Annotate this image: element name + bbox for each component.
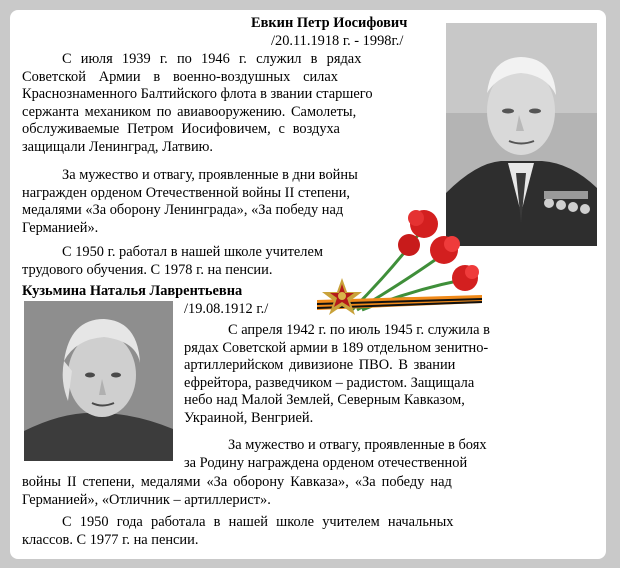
text-line: За мужество и отвагу, проявленные в боях: [228, 437, 487, 453]
text-line: классов. С 1977 г. на пенсии.: [22, 531, 199, 548]
text-line: защищали Ленинград, Латвию.: [22, 138, 213, 155]
person1-paragraph-school: [22, 244, 402, 279]
person1-paragraph-awards: [22, 167, 434, 237]
text-line: небо над Малой Землей, Северным Кавказом,: [184, 392, 465, 408]
text-line: Украиной, Венгрией.: [184, 409, 314, 426]
person2-name: Кузьмина Наталья Лаврентьевна: [22, 283, 243, 299]
person1-name: Евкин Петр Иосифович: [251, 15, 408, 31]
text-line: С июля 1939 г. по 1946 г. служил в рядах: [62, 51, 362, 67]
text-line: войны II степени, медалями «За оборону Кавказа», «За победу над: [22, 474, 452, 490]
text-line: Германией», «Отличник – артиллерист».: [22, 491, 271, 508]
text-line: трудового обучения. С 1978 г. на пенсии.: [22, 261, 273, 278]
text-line: медалями «За оборону Ленинграда», «За победу над: [22, 202, 344, 218]
person2-paragraph-service: [184, 322, 544, 427]
text-line: сержанта механиком по авиавооружению. Самолеты,: [22, 103, 357, 120]
text-line: рядах Советской армии в 189 отдельном зенитно-: [184, 339, 489, 356]
text-line: Советской Армии в военно-воздушных силах: [22, 68, 338, 85]
person2-paragraph-awards-top: [184, 437, 544, 472]
text-line: За мужество и отвагу, проявленные в дни войны: [62, 167, 358, 183]
text-line: обслуживаемые Петром Иосифовичем, с воздуха: [22, 121, 340, 137]
person1-paragraph-service: [22, 51, 434, 156]
text-line: С апреля 1942 г. по июль 1945 г. служила в: [228, 322, 490, 338]
person2-dates: /19.08.1912 г./: [184, 301, 269, 317]
person2-paragraph-school: [22, 514, 544, 549]
portrait-kuzmina-drawing: [24, 301, 173, 461]
text-line: ефрейтора, разведчиком – радистом. Защищала: [184, 374, 475, 391]
portrait-photo-kuzmina: [24, 301, 173, 461]
text-line: за Родину награждена орденом отечественной: [184, 454, 468, 471]
text-line: награжден орденом Отечественной войны II степени,: [22, 184, 351, 201]
text-line: Краснознаменного Балтийского флота в звании старшего: [22, 86, 373, 102]
text-line: С 1950 года работала в нашей школе учителем начальных: [62, 514, 454, 530]
text-line: Германией».: [22, 219, 99, 236]
person2-paragraph-awards-bottom: [22, 474, 544, 509]
text-line: артиллерийском дивизионе ПВО. В звании: [184, 357, 456, 373]
text-line: С 1950 г. работал в нашей школе учителем: [62, 244, 323, 260]
person1-dates: /20.11.1918 г. - 1998г./: [271, 33, 404, 49]
